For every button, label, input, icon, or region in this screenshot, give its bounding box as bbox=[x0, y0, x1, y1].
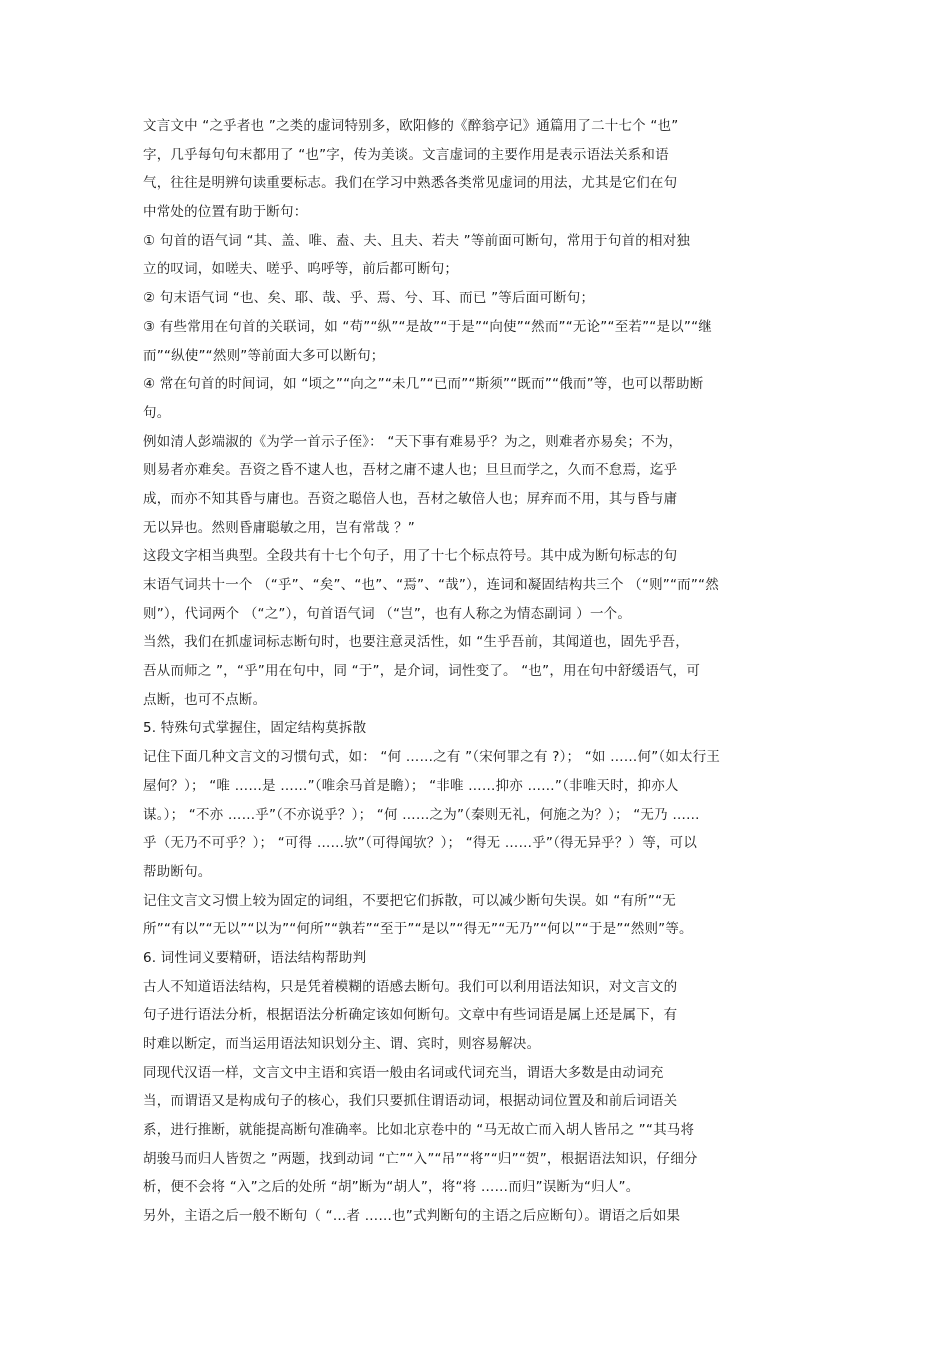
text-line: 而”“纵使”“然则”等前面大多可以断句； bbox=[143, 347, 385, 364]
text-line: 无以异也。然则昏庸聪敏之用，岂有常哉 ？” bbox=[143, 519, 415, 536]
text-line: 这段文字相当典型。全段共有十七个句子，用了十七个标点符号。其中成为断句标志的句 bbox=[143, 548, 678, 565]
text-line: 另外，主语之后一般不断句（ “…者 ……也”式判断句的主语之后应断句）。谓语之后如果 bbox=[143, 1208, 681, 1225]
text-line: 中常处的位置有助于断句： bbox=[143, 204, 308, 221]
text-line: 乎（无乃不可乎？）； “可得 ……欤”（可得闻欤？）； “得无 ……乎”（得无异乎？）等，可以 bbox=[143, 835, 698, 852]
text-line: 屋何？）； “唯 ……是 ……”（唯余马首是瞻）； “非唯 ……抑亦 ……”（非唯天时，抑亦人 bbox=[143, 777, 679, 794]
section-heading: 6. 词性词义要精研，语法结构帮助判 bbox=[143, 949, 367, 966]
text-line: ③ 有些常用在句首的关联词，如 “苟”“纵”“是故”“于是”“向使”“然而”“无论”“至若”“是以”“继 bbox=[143, 318, 712, 335]
text-line: 当，而谓语又是构成句子的核心，我们只要抓住谓语动词，根据动词位置及和前后词语关 bbox=[143, 1093, 678, 1110]
document-body bbox=[143, 112, 823, 1231]
text-line: 帮助断句。 bbox=[143, 863, 212, 880]
text-line: 胡骏马而归人皆贺之 ”两题，找到动词 “亡”“入”“吊”“将”“归”“贺”，根据语法知识，仔细分 bbox=[143, 1150, 698, 1167]
text-line: 末语气词共十一个 （“乎”、“矣”、“也”、“焉”、“哉”），连词和凝固结构共三个 （“则”“而”“然 bbox=[143, 577, 719, 593]
text-line: 点断，也可不点断。 bbox=[143, 691, 267, 708]
text-line: 吾从而师之 ”，“乎”用在句中，同 “于”，是介词，词性变了。 “也”，用在句中舒缓语气，可 bbox=[143, 663, 701, 680]
text-line: 例如清人彭端淑的《为学一首示子侄》： “天下事有难易乎？为之，则难者亦易矣；不为， bbox=[143, 433, 683, 450]
text-line: 析，便不会将 “入”之后的处所 “胡”断为“胡人”，将“将 ……而归”误断为“归人”。 bbox=[143, 1179, 640, 1196]
text-line: ② 句末语气词 “也、矣、耶、哉、乎、焉、兮、耳、而已 ”等后面可断句； bbox=[143, 290, 595, 307]
text-line: 系，进行推断，就能提高断句准确率。比如北京卷中的 “马无故亡而入胡人皆吊之 ”“其马将 bbox=[143, 1122, 695, 1139]
text-line: ① 句首的语气词 “其、盖、唯、盍、夫、且夫、若夫 ”等前面可断句，常用于句首的相对独 bbox=[143, 232, 691, 249]
text-line: 文言文中 “之乎者也 ”之类的虚词特别多，欧阳修的《醉翁亭记》通篇用了二十七个 “也” bbox=[143, 118, 679, 134]
text-line: 所”“有以”“无以”“以为”“何所”“孰若”“至于”“是以”“得无”“无乃”“何以”“于是”“然则”等。 bbox=[143, 921, 693, 938]
text-line: 句。 bbox=[143, 404, 171, 421]
text-line: 字，几乎每句句末都用了 “也”字，传为美谈。文言虚词的主要作用是表示语法关系和语 bbox=[143, 146, 669, 163]
text-line: ④ 常在句首的时间词，如 “顷之”“向之”“未几”“已而”“斯须”“既而”“俄而”等，也可以帮助断 bbox=[143, 376, 704, 393]
text-line: 则易者亦难矣。吾资之昏不逮人也，吾材之庸不逮人也；旦旦而学之，久而不怠焉，迄乎 bbox=[143, 462, 678, 479]
section-heading: 5. 特殊句式掌握住，固定结构莫拆散 bbox=[143, 720, 367, 737]
text-line: 立的叹词，如嗟夫、嗟乎、呜呼等，前后都可断句； bbox=[143, 261, 459, 278]
text-line: 古人不知道语法结构，只是凭着模糊的语感去断句。我们可以利用语法知识，对文言文的 bbox=[143, 978, 678, 995]
text-line: 谋。）； “不亦 ……乎”（不亦说乎？）； “何 ……之为”（秦则无礼，何施之为？）； “无乃 …… bbox=[143, 806, 700, 823]
text-line: 记住下面几种文言文的习惯句式，如： “何 ……之有 ”（宋何罪之有 ?）； “如 ……何”（如太行王 bbox=[143, 749, 721, 766]
text-line: 时难以断定，而当运用语法知识划分主、谓、宾时，则容易解决。 bbox=[143, 1036, 541, 1052]
text-line: 气，往往是明辨句读重要标志。我们在学习中熟悉各类常见虚词的用法，尤其是它们在句 bbox=[143, 175, 678, 192]
text-line: 记住文言文习惯上较为固定的词组，不要把它们拆散，可以减少断句失误。如 “有所”“无 bbox=[143, 892, 676, 909]
text-line: 句子进行语法分析，根据语法分析确定该如何断句。文章中有些词语是属上还是属下，有 bbox=[143, 1007, 678, 1024]
text-line: 当然，我们在抓虚词标志断句时，也要注意灵活性，如 “生乎吾前，其闻道也，固先乎吾， bbox=[143, 634, 689, 651]
text-line: 则”），代词两个 （“之”），句首语气词 （“岂”，也有人称之为情态副词 ）一个。 bbox=[143, 605, 632, 622]
text-line: 成，而亦不知其昏与庸也。吾资之聪倍人也，吾材之敏倍人也；屏弃而不用，其与昏与庸 bbox=[143, 490, 678, 507]
text-line: 同现代汉语一样，文言文中主语和宾语一般由名词或代词充当，谓语大多数是由动词充 bbox=[143, 1064, 664, 1081]
